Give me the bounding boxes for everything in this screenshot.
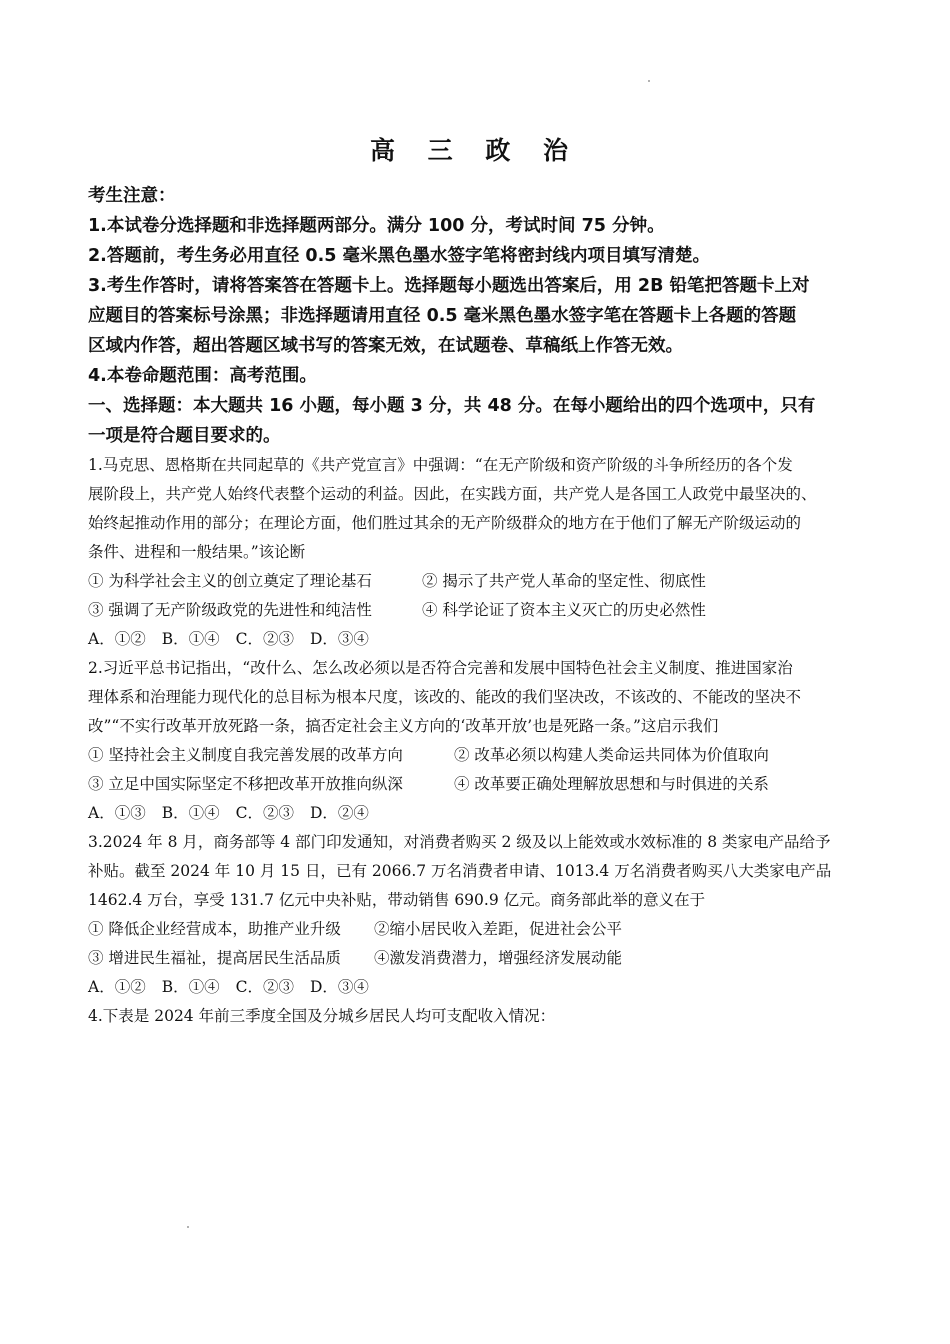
statement-option: ③ 增进民生福祉，提高居民生活品质 — [88, 949, 341, 967]
option-row — [88, 770, 872, 799]
answer-choice-a: A．①② — [88, 630, 146, 648]
statement-option: ① 降低企业经营成本，助推产业升级 — [88, 920, 341, 938]
notice-line: 区域内作答，超出答题区域书写的答案无效，在试题卷、草稿纸上作答无效。 — [88, 336, 683, 356]
answer-choice-b: B．①④ — [161, 978, 220, 996]
answer-choice-d: D．③④ — [309, 630, 369, 648]
notice-line: 3.考生作答时，请将答案答在答题卡上。选择题每小题选出答案后，用 2B 铅笔把答题卡上对 — [88, 276, 810, 296]
exam-content — [88, 181, 872, 1031]
option-row — [88, 567, 872, 596]
question-stem-line: 3.2024 年 8 月，商务部等 4 部门印发通知，对消费者购买 2 级及以上能效或水效标准的 8 类家电产品给予 — [88, 833, 831, 851]
section-heading: 一、选择题：本大题共 16 小题，每小题 3 分，共 48 分。在每小题给出的四个选项中，只有 — [88, 396, 816, 416]
question-stem-line: 2.习近平总书记指出，“改什么、怎么改必须以是否符合完善和发展中国特色社会主义制度、推进国家治 — [88, 659, 793, 677]
notice-heading: 考生注意： — [88, 186, 176, 206]
question-2 — [88, 654, 872, 828]
question-stem-line: 条件、进程和一般结果。”该论断 — [88, 543, 306, 561]
statement-option: ① 为科学社会主义的创立奠定了理论基石 — [88, 572, 372, 590]
question-1 — [88, 451, 872, 654]
answer-choice-a: A．①③ — [88, 804, 146, 822]
answer-choice-c: C．②③ — [235, 630, 294, 648]
section-heading: 一项是符合题目要求的。 — [88, 426, 281, 446]
answer-choices — [88, 799, 872, 828]
statement-option: ④ 改革要正确处理解放思想和与时俱进的关系 — [454, 775, 769, 793]
scan-dot — [187, 1226, 189, 1228]
statement-option: ④ 科学论证了资本主义灭亡的历史必然性 — [422, 601, 706, 619]
option-row — [88, 915, 872, 944]
statement-option: ③ 立足中国实际坚定不移把改革开放推向纵深 — [88, 775, 403, 793]
question-stem-line: 4.下表是 2024 年前三季度全国及分城乡居民人均可支配收入情况： — [88, 1007, 556, 1025]
question-stem-line: 展阶段上，共产党人始终代表整个运动的利益。因此，在实践方面，共产党人是各国工人政党中最坚决的、 — [88, 485, 817, 503]
question-stem-line: 1.马克思、恩格斯在共同起草的《共产党宣言》中强调：“在无产阶级和资产阶级的斗争所经历的各个发 — [88, 456, 793, 474]
question-stem-line: 改”“不实行改革开放死路一条，搞否定社会主义方向的‘改革开放’也是死路一条。”这启示我们 — [88, 717, 719, 735]
answer-choice-c: C．②③ — [235, 804, 294, 822]
option-row — [88, 596, 872, 625]
option-row — [88, 944, 872, 973]
statement-option: ②缩小居民收入差距，促进社会公平 — [374, 920, 623, 938]
answer-choice-d: D．②④ — [309, 804, 369, 822]
answer-choice-d: D．③④ — [309, 978, 369, 996]
statement-option: ② 改革必须以构建人类命运共同体为价值取向 — [454, 746, 769, 764]
statement-option: ② 揭示了共产党人革命的坚定性、彻底性 — [422, 572, 706, 590]
statement-option: ③ 强调了无产阶级政党的先进性和纯洁性 — [88, 601, 372, 619]
answer-choices — [88, 973, 872, 1002]
answer-choices — [88, 625, 872, 654]
answer-choice-b: B．①④ — [161, 630, 220, 648]
question-stem-line: 补贴。截至 2024 年 10 月 15 日，已有 2066.7 万名消费者申请、1013.4 万名消费者购买八大类家电产品 — [88, 862, 832, 880]
scan-dot — [648, 80, 650, 82]
notice-line: 1.本试卷分选择题和非选择题两部分。满分 100 分，考试时间 75 分钟。 — [88, 216, 665, 236]
notice-line: 应题目的答案标号涂黑；非选择题请用直径 0.5 毫米黑色墨水签字笔在答题卡上各题的答题 — [88, 306, 797, 326]
statement-option: ④激发消费潜力，增强经济发展动能 — [374, 949, 623, 967]
question-stem-line: 理体系和治理能力现代化的总目标为根本尺度，该改的、能改的我们坚决改，不该改的、不能改的坚决不 — [88, 688, 802, 706]
statement-option: ① 坚持社会主义制度自我完善发展的改革方向 — [88, 746, 403, 764]
question-stem-line: 始终起推动作用的部分；在理论方面，他们胜过其余的无产阶级群众的地方在于他们了解无产阶级运动的 — [88, 514, 802, 532]
answer-choice-b: B．①④ — [161, 804, 220, 822]
answer-choice-c: C．②③ — [235, 978, 294, 996]
question-3 — [88, 828, 872, 1002]
question-stem-line: 1462.4 万台，享受 131.7 亿元中央补贴，带动销售 690.9 亿元。商务部此举的意义在于 — [88, 891, 706, 909]
notice-line: 2.答题前，考生务必用直径 0.5 毫米黑色墨水签字笔将密封线内项目填写清楚。 — [88, 246, 711, 266]
notice-line: 4.本卷命题范围：高考范围。 — [88, 366, 317, 386]
question-4 — [88, 1002, 872, 1031]
answer-choice-a: A．①② — [88, 978, 146, 996]
option-row — [88, 741, 872, 770]
exam-title: 高 三 政 治 — [369, 136, 581, 165]
